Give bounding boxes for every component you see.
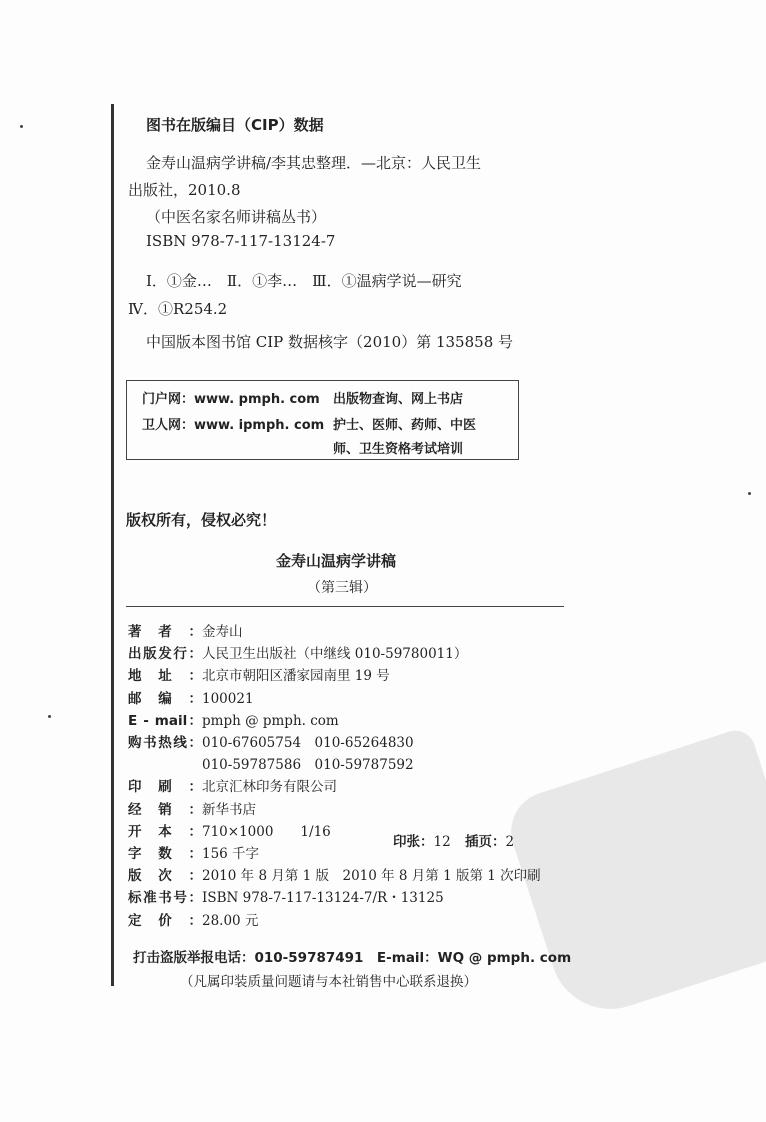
detail-row bbox=[128, 664, 390, 684]
detail-row bbox=[128, 842, 259, 862]
detail-row bbox=[128, 775, 337, 795]
plates-label: 插页： bbox=[465, 834, 506, 850]
weiren-link[interactable]: 卫人网：www. ipmph. com bbox=[142, 418, 325, 433]
detail-label: 字数： bbox=[128, 846, 202, 862]
cip-line: 金寿山温病学讲稿/李其忠整理．—北京：人民卫生 bbox=[146, 154, 482, 172]
detail-value: 2010 年 8 月第 1 版 2010 年 8 月第 1 版第 1 次印刷 bbox=[202, 868, 541, 885]
detail-value: ISBN 978-7-117-13124-7/R・13125 bbox=[202, 890, 444, 907]
detail-label: 定价： bbox=[128, 912, 202, 929]
copyright-notice: 版权所有，侵权必究！ bbox=[126, 511, 277, 529]
weiren-desc: 师、卫生资格考试培训 bbox=[333, 442, 464, 457]
return-note: （凡属印装质量问题请与本社销售中心联系退换） bbox=[180, 974, 477, 990]
detail-label: 印刷： bbox=[128, 779, 202, 796]
scan-speck bbox=[20, 125, 23, 128]
cip-line: ISBN 978-7-117-13124-7 bbox=[146, 232, 336, 250]
detail-label: 出版发行： bbox=[128, 646, 202, 663]
cip-line: 中国版本图书馆 CIP 数据核字（2010）第 135858 号 bbox=[146, 333, 514, 351]
book-title: 金寿山温病学讲稿 bbox=[276, 552, 397, 570]
detail-label: E - mail： bbox=[128, 712, 202, 729]
cip-heading: 图书在版编目（CIP）数据 bbox=[146, 116, 324, 134]
detail-label: 地址： bbox=[128, 668, 202, 685]
detail-label: 购书热线： bbox=[128, 735, 202, 751]
detail-value: 100021 bbox=[202, 690, 254, 707]
detail-label: 开本： bbox=[128, 823, 202, 840]
detail-value: 710×1000 1/16 bbox=[202, 823, 331, 840]
detail-label: 标准书号： bbox=[128, 890, 202, 907]
sheets-label: 印张： bbox=[393, 834, 434, 850]
websites-box bbox=[126, 380, 519, 460]
cip-line: Ⅰ．①金… Ⅱ．①李… Ⅲ．①温病学说—研究 bbox=[146, 272, 462, 290]
detail-row bbox=[128, 864, 541, 884]
detail-label: 著者： bbox=[128, 624, 202, 640]
detail-row bbox=[128, 798, 256, 818]
scan-speck bbox=[748, 492, 751, 495]
plates-field bbox=[465, 830, 514, 850]
detail-value: 28.00 元 bbox=[202, 912, 259, 929]
sheets-value: 12 bbox=[433, 834, 451, 850]
portal-link[interactable]: 门户网：www. pmph. com bbox=[142, 392, 320, 407]
detail-value: pmph @ pmph. com bbox=[202, 712, 339, 729]
cip-line: 出版社，2010.8 bbox=[128, 181, 241, 199]
divider bbox=[126, 606, 564, 607]
detail-value: 010-67605754 010-65264830 bbox=[202, 735, 414, 751]
sheets-field bbox=[393, 830, 451, 850]
detail-value: 北京市朝阳区潘家园南里 19 号 bbox=[202, 668, 390, 685]
detail-row bbox=[128, 642, 467, 662]
detail-value: 新华书店 bbox=[202, 801, 256, 818]
portal-desc: 出版物查询、网上书店 bbox=[333, 392, 464, 407]
cip-line: Ⅳ．①R254.2 bbox=[128, 300, 228, 318]
detail-label: 版次： bbox=[128, 868, 202, 885]
weiren-desc: 护士、医师、药师、中医 bbox=[333, 418, 477, 433]
detail-row bbox=[128, 709, 339, 729]
cip-line: （中医名家名师讲稿丛书） bbox=[146, 208, 327, 226]
scan-speck bbox=[48, 715, 51, 718]
plates-value: 2 bbox=[505, 834, 515, 850]
detail-label: 邮编： bbox=[128, 690, 202, 707]
detail-value: 金寿山 bbox=[202, 624, 243, 640]
detail-row bbox=[128, 909, 258, 929]
detail-row bbox=[128, 820, 331, 840]
detail-row bbox=[128, 687, 254, 707]
detail-row bbox=[128, 886, 444, 906]
detail-label: 经销： bbox=[128, 801, 202, 818]
detail-row bbox=[128, 731, 414, 751]
detail-value: 156 千字 bbox=[202, 846, 260, 862]
detail-value: 北京汇林印务有限公司 bbox=[202, 779, 337, 796]
detail-value: 010-59787586 010-59787592 bbox=[202, 757, 414, 774]
detail-value: 人民卫生出版社（中继线 010-59780011） bbox=[202, 646, 468, 663]
piracy-hotline: 打击盗版举报电话：010-59787491 E-mail：WQ @ pmph. com bbox=[133, 950, 572, 966]
detail-row bbox=[128, 753, 414, 773]
margin-rule bbox=[111, 104, 114, 986]
detail-row bbox=[128, 620, 243, 640]
book-volume: （第三辑） bbox=[307, 580, 377, 596]
